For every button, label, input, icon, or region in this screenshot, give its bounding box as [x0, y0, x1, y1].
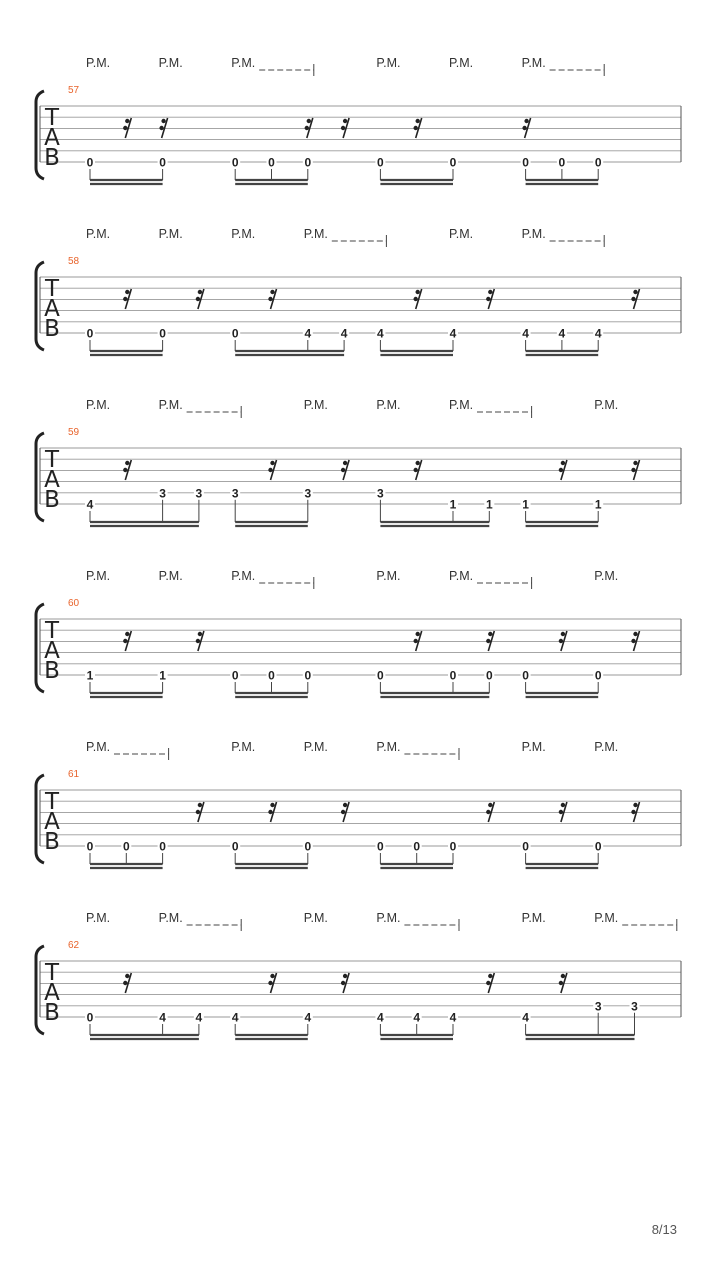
- fret-number: 0: [522, 668, 529, 683]
- palm-mute-label: P.M.: [449, 56, 474, 70]
- rest-flag-dot: [268, 297, 272, 301]
- tab-system: [36, 911, 681, 1039]
- fret-number: 0: [231, 839, 239, 854]
- fret-number: 0: [449, 839, 457, 854]
- palm-mute-label: P.M.: [86, 56, 111, 70]
- palm-mute-label: P.M.: [449, 227, 474, 241]
- fret-number: 1: [594, 497, 602, 512]
- rest-flag-dot: [341, 126, 345, 130]
- fret-number: 4: [377, 1010, 384, 1025]
- rest-flag-dot: [524, 119, 528, 123]
- tab-clef-letter-a: A: [44, 125, 60, 151]
- fret-number: 4: [449, 326, 457, 341]
- tab-clef-letter-t: T: [44, 276, 60, 302]
- palm-mute-label: P.M.: [231, 569, 256, 583]
- rest-flag-dot: [268, 468, 272, 472]
- fret-number: 3: [377, 486, 384, 501]
- fret-number: 4: [340, 326, 348, 341]
- fret-number: 0: [449, 668, 457, 683]
- palm-mute-label: P.M.: [594, 740, 619, 754]
- rest-flag-dot: [486, 810, 490, 814]
- fret-number: 0: [522, 839, 529, 854]
- rest-flag-dot: [196, 297, 200, 301]
- rest-flag-dot: [633, 803, 637, 807]
- rest-flag-dot: [486, 639, 490, 643]
- fret-number: 0: [594, 155, 602, 170]
- fret-number: 1: [522, 497, 529, 512]
- fret-number: 4: [413, 1010, 421, 1025]
- rest-flag-dot: [123, 126, 127, 130]
- fret-number: 0: [594, 668, 602, 683]
- palm-mute-label: P.M.: [158, 569, 183, 583]
- tab-clef-letter-a: A: [44, 638, 60, 664]
- tab-clef-letter-a: A: [44, 467, 60, 493]
- rest-flag-dot: [633, 290, 637, 294]
- fret-number: 4: [377, 326, 384, 341]
- tab-clef-letter-a: A: [44, 296, 60, 322]
- rest-flag-dot: [270, 290, 274, 294]
- rest-flag-dot: [307, 119, 311, 123]
- rest-flag-dot: [343, 803, 347, 807]
- rest-flag-dot: [270, 461, 274, 465]
- fret-number: 0: [122, 839, 130, 854]
- fret-number: 4: [159, 1010, 166, 1025]
- rest-flag-dot: [198, 290, 202, 294]
- tab-clef-letter-t: T: [44, 960, 60, 986]
- rest-flag-dot: [125, 290, 129, 294]
- fret-number: 0: [159, 839, 166, 854]
- palm-mute-label: P.M.: [231, 740, 256, 754]
- fret-number: 4: [195, 1010, 203, 1025]
- tab-clef-letter-b: B: [44, 145, 60, 171]
- fret-number: 0: [231, 155, 239, 170]
- fret-number: 3: [195, 486, 203, 501]
- rest-flag-dot: [561, 461, 565, 465]
- fret-number: 3: [304, 486, 312, 501]
- fret-number: 0: [304, 668, 312, 683]
- fret-number: 4: [304, 326, 312, 341]
- measure-number: 61: [68, 769, 80, 780]
- palm-mute-label: P.M.: [231, 227, 256, 241]
- fret-number: 4: [304, 1010, 312, 1025]
- palm-mute-label: P.M.: [303, 227, 328, 241]
- fret-number: 3: [594, 999, 602, 1014]
- rest-flag-dot: [414, 639, 418, 643]
- rest-flag-dot: [631, 297, 635, 301]
- rest-flag-dot: [414, 468, 418, 472]
- fret-number: 0: [449, 155, 457, 170]
- palm-mute-label: P.M.: [376, 740, 401, 754]
- rest-flag-dot: [341, 468, 345, 472]
- tab-clef-letter-b: B: [44, 829, 60, 855]
- rest-flag-dot: [631, 810, 635, 814]
- rest-flag-dot: [631, 639, 635, 643]
- fret-number: 0: [558, 155, 566, 170]
- fret-number: 0: [231, 668, 239, 683]
- tab-system: [36, 398, 681, 526]
- palm-mute-label: P.M.: [86, 227, 111, 241]
- fret-number: 4: [86, 497, 94, 512]
- rest-flag-dot: [631, 468, 635, 472]
- fret-number: 3: [631, 999, 638, 1014]
- fret-number: 0: [304, 839, 312, 854]
- palm-mute-label: P.M.: [86, 740, 111, 754]
- rest-flag-dot: [343, 974, 347, 978]
- palm-mute-label: P.M.: [158, 398, 183, 412]
- palm-mute-label: P.M.: [158, 56, 183, 70]
- rest-flag-dot: [416, 290, 420, 294]
- fret-number: 3: [159, 486, 166, 501]
- rest-flag-dot: [125, 974, 129, 978]
- rest-flag-dot: [123, 639, 127, 643]
- palm-mute-label: P.M.: [376, 398, 401, 412]
- rest-flag-dot: [270, 803, 274, 807]
- rest-flag-dot: [488, 974, 492, 978]
- measure-number: 57: [68, 85, 80, 96]
- rest-flag-dot: [341, 810, 345, 814]
- page-number: 8/13: [651, 1222, 677, 1237]
- rest-flag-dot: [343, 461, 347, 465]
- rest-flag-dot: [198, 803, 202, 807]
- rest-flag-dot: [341, 981, 345, 985]
- rest-flag-dot: [561, 632, 565, 636]
- rest-flag-dot: [522, 126, 526, 130]
- tab-clef-letter-a: A: [44, 980, 60, 1006]
- fret-number: 0: [304, 155, 312, 170]
- palm-mute-label: P.M.: [521, 227, 546, 241]
- fret-number: 4: [594, 326, 602, 341]
- fret-number: 0: [413, 839, 421, 854]
- rest-flag-dot: [559, 981, 563, 985]
- measure-number: 58: [68, 256, 80, 267]
- tab-system: [36, 56, 681, 184]
- rest-flag-dot: [486, 981, 490, 985]
- fret-number: 0: [377, 668, 384, 683]
- rest-flag-dot: [633, 461, 637, 465]
- palm-mute-label: P.M.: [594, 569, 619, 583]
- fret-number: 1: [159, 668, 166, 683]
- rest-flag-dot: [343, 119, 347, 123]
- tab-clef-letter-t: T: [44, 618, 60, 644]
- rest-flag-dot: [198, 632, 202, 636]
- fret-number: 0: [485, 668, 493, 683]
- rest-flag-dot: [159, 126, 163, 130]
- measure-number: 62: [68, 940, 80, 951]
- tab-clef-letter-b: B: [44, 658, 60, 684]
- rest-flag-dot: [416, 461, 420, 465]
- measure-number: 60: [68, 598, 80, 609]
- fret-number: 0: [231, 326, 239, 341]
- palm-mute-label: P.M.: [376, 569, 401, 583]
- tab-clef-letter-b: B: [44, 487, 60, 513]
- palm-mute-label: P.M.: [158, 911, 183, 925]
- tab-clef-letter-a: A: [44, 809, 60, 835]
- rest-flag-dot: [486, 297, 490, 301]
- rest-flag-dot: [123, 468, 127, 472]
- fret-number: 0: [86, 326, 94, 341]
- rest-flag-dot: [559, 468, 563, 472]
- fret-number: 4: [558, 326, 566, 341]
- palm-mute-label: P.M.: [521, 56, 546, 70]
- tab-system: [36, 740, 681, 868]
- palm-mute-label: P.M.: [158, 227, 183, 241]
- rest-flag-dot: [161, 119, 165, 123]
- rest-flag-dot: [270, 974, 274, 978]
- rest-flag-dot: [559, 810, 563, 814]
- measure-number: 59: [68, 427, 80, 438]
- palm-mute-label: P.M.: [376, 911, 401, 925]
- tab-clef-letter-b: B: [44, 1000, 60, 1026]
- rest-flag-dot: [416, 632, 420, 636]
- rest-flag-dot: [488, 290, 492, 294]
- palm-mute-label: P.M.: [303, 911, 328, 925]
- rest-flag-dot: [125, 119, 129, 123]
- fret-number: 0: [86, 155, 94, 170]
- rest-flag-dot: [414, 126, 418, 130]
- tab-clef-letter-t: T: [44, 105, 60, 131]
- palm-mute-label: P.M.: [594, 911, 619, 925]
- rest-flag-dot: [414, 297, 418, 301]
- tab-system: [36, 227, 681, 355]
- rest-flag-dot: [268, 810, 272, 814]
- fret-number: 1: [485, 497, 493, 512]
- palm-mute-label: P.M.: [376, 56, 401, 70]
- palm-mute-label: P.M.: [303, 398, 328, 412]
- rest-flag-dot: [268, 981, 272, 985]
- fret-number: 1: [86, 668, 94, 683]
- rest-flag-dot: [196, 639, 200, 643]
- fret-number: 0: [86, 839, 94, 854]
- rest-flag-dot: [561, 803, 565, 807]
- fret-number: 3: [231, 486, 239, 501]
- palm-mute-label: P.M.: [231, 56, 256, 70]
- rest-flag-dot: [561, 974, 565, 978]
- fret-number: 0: [522, 155, 529, 170]
- palm-mute-label: P.M.: [449, 569, 474, 583]
- rest-flag-dot: [196, 810, 200, 814]
- rest-flag-dot: [123, 297, 127, 301]
- rest-flag-dot: [416, 119, 420, 123]
- fret-number: 0: [268, 668, 275, 683]
- rest-flag-dot: [305, 126, 309, 130]
- rest-flag-dot: [488, 632, 492, 636]
- fret-number: 4: [522, 326, 529, 341]
- rest-flag-dot: [123, 981, 127, 985]
- fret-number: 0: [594, 839, 602, 854]
- palm-mute-label: P.M.: [449, 398, 474, 412]
- rest-flag-dot: [488, 803, 492, 807]
- rest-flag-dot: [633, 632, 637, 636]
- fret-number: 4: [522, 1010, 529, 1025]
- palm-mute-label: P.M.: [521, 740, 546, 754]
- fret-number: 0: [159, 155, 166, 170]
- fret-number: 0: [377, 839, 384, 854]
- fret-number: 0: [159, 326, 166, 341]
- fret-number: 4: [231, 1010, 239, 1025]
- fret-number: 0: [86, 1010, 94, 1025]
- rest-flag-dot: [125, 461, 129, 465]
- tab-clef-letter-b: B: [44, 316, 60, 342]
- palm-mute-label: P.M.: [86, 911, 111, 925]
- tab-clef-letter-t: T: [44, 447, 60, 473]
- palm-mute-label: P.M.: [594, 398, 619, 412]
- palm-mute-label: P.M.: [521, 911, 546, 925]
- palm-mute-label: P.M.: [86, 569, 111, 583]
- fret-number: 0: [268, 155, 275, 170]
- tab-clef-letter-t: T: [44, 789, 60, 815]
- fret-number: 1: [449, 497, 457, 512]
- palm-mute-label: P.M.: [86, 398, 111, 412]
- rest-flag-dot: [559, 639, 563, 643]
- rest-flag-dot: [125, 632, 129, 636]
- fret-number: 0: [377, 155, 384, 170]
- palm-mute-label: P.M.: [303, 740, 328, 754]
- fret-number: 4: [449, 1010, 457, 1025]
- tab-system: [36, 569, 681, 697]
